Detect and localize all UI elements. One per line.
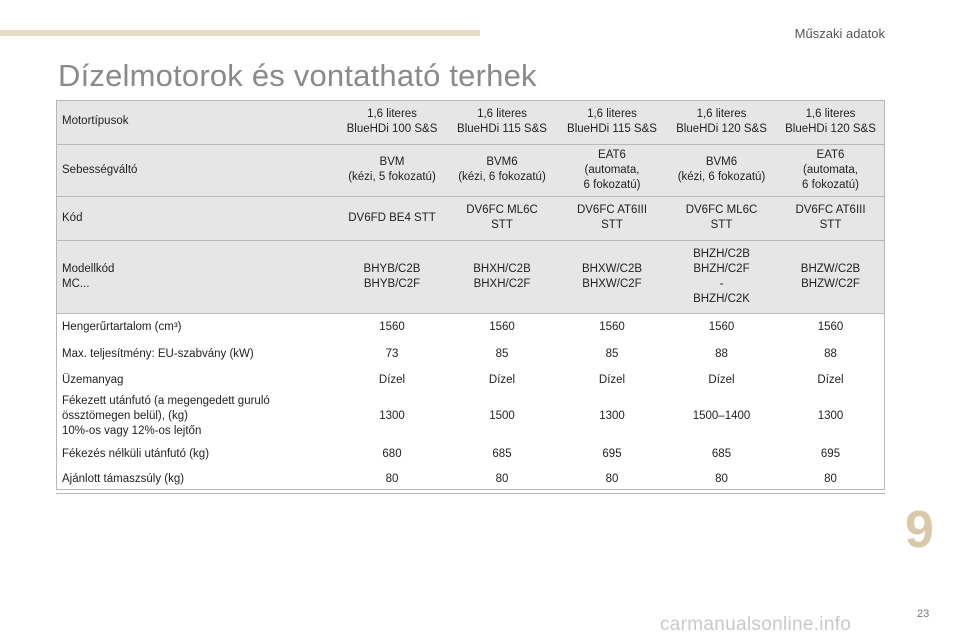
section-title: Műszaki adatok	[794, 26, 885, 41]
page-number: 23	[917, 608, 930, 620]
code-cell: DV6FC AT6III STT	[776, 196, 885, 240]
value-cell: 80	[667, 467, 776, 493]
engine-spec-table	[56, 100, 885, 494]
value-cell: 80	[337, 467, 447, 493]
model-cell: BHXH/C2B BHXH/C2F	[447, 240, 557, 313]
value-cell: Dízel	[557, 368, 667, 392]
engine-cell: 1,6 literes BlueHDi 100 S&S	[337, 100, 447, 144]
row-gearbox	[56, 144, 885, 196]
value-cell: 695	[776, 441, 885, 467]
value-cell: 80	[447, 467, 557, 493]
value-cell: 73	[337, 341, 447, 368]
gearbox-cell: EAT6 (automata, 6 fokozatú)	[776, 144, 885, 196]
gearbox-cell: EAT6 (automata, 6 fokozatú)	[557, 144, 667, 196]
value-cell: 1500–1400	[667, 392, 776, 441]
code-cell: DV6FC AT6III STT	[557, 196, 667, 240]
engine-cell: 1,6 literes BlueHDi 120 S&S	[667, 100, 776, 144]
gearbox-cell: BVM (kézi, 5 fokozatú)	[337, 144, 447, 196]
watermark: carmanualsonline.info	[660, 614, 852, 635]
value-cell: 80	[776, 467, 885, 493]
value-cell: 85	[447, 341, 557, 368]
row-displacement	[56, 313, 885, 341]
value-cell: 1560	[557, 313, 667, 341]
header-accent-bar	[0, 30, 480, 36]
row-label: Modellkód MC...	[56, 240, 337, 313]
value-cell: Dízel	[776, 368, 885, 392]
row-label: Ajánlott támaszsúly (kg)	[56, 467, 337, 493]
row-label: Sebességváltó	[56, 144, 337, 196]
value-cell: 88	[667, 341, 776, 368]
row-max-power	[56, 341, 885, 368]
value-cell: 680	[337, 441, 447, 467]
gearbox-cell: BVM6 (kézi, 6 fokozatú)	[667, 144, 776, 196]
code-cell: DV6FD BE4 STT	[337, 196, 447, 240]
row-label: Max. teljesítmény: EU-szabvány (kW)	[56, 341, 337, 368]
row-nose-weight	[56, 467, 885, 493]
value-cell: 1560	[337, 313, 447, 341]
model-cell: BHZH/C2B BHZH/C2F - BHZH/C2K	[667, 240, 776, 313]
value-cell: 80	[557, 467, 667, 493]
code-cell: DV6FC ML6C STT	[447, 196, 557, 240]
value-cell: Dízel	[447, 368, 557, 392]
row-model-code	[56, 240, 885, 313]
value-cell: 1300	[557, 392, 667, 441]
chapter-number: 9	[905, 501, 934, 559]
value-cell: 1300	[776, 392, 885, 441]
engine-cell: 1,6 literes BlueHDi 115 S&S	[557, 100, 667, 144]
value-cell: Dízel	[337, 368, 447, 392]
value-cell: 88	[776, 341, 885, 368]
row-label: Fékezett utánfutó (a megengedett guruló össztömegen belül), (kg) 10%-os vagy 12%-os lejtőn	[56, 392, 337, 441]
value-cell: 685	[667, 441, 776, 467]
row-fuel	[56, 368, 885, 392]
model-cell: BHXW/C2B BHXW/C2F	[557, 240, 667, 313]
row-code	[56, 196, 885, 240]
value-cell: 1300	[337, 392, 447, 441]
row-label: Kód	[56, 196, 337, 240]
row-unbraked-trailer	[56, 441, 885, 467]
code-cell: DV6FC ML6C STT	[667, 196, 776, 240]
value-cell: 1500	[447, 392, 557, 441]
value-cell: 685	[447, 441, 557, 467]
engine-cell: 1,6 literes BlueHDi 120 S&S	[776, 100, 885, 144]
value-cell: 695	[557, 441, 667, 467]
row-label: Üzemanyag	[56, 368, 337, 392]
gearbox-cell: BVM6 (kézi, 6 fokozatú)	[447, 144, 557, 196]
page-title: Dízelmotorok és vontatható terhek	[58, 58, 537, 93]
value-cell: Dízel	[667, 368, 776, 392]
row-label: Fékezés nélküli utánfutó (kg)	[56, 441, 337, 467]
row-label: Motortípusok	[56, 100, 337, 144]
value-cell: 85	[557, 341, 667, 368]
model-cell: BHZW/C2B BHZW/C2F	[776, 240, 885, 313]
value-cell: 1560	[667, 313, 776, 341]
value-cell: 1560	[776, 313, 885, 341]
row-braked-trailer	[56, 392, 885, 441]
row-engine-types	[56, 100, 885, 144]
engine-cell: 1,6 literes BlueHDi 115 S&S	[447, 100, 557, 144]
model-cell: BHYB/C2B BHYB/C2F	[337, 240, 447, 313]
value-cell: 1560	[447, 313, 557, 341]
row-label: Hengerűrtartalom (cm³)	[56, 313, 337, 341]
